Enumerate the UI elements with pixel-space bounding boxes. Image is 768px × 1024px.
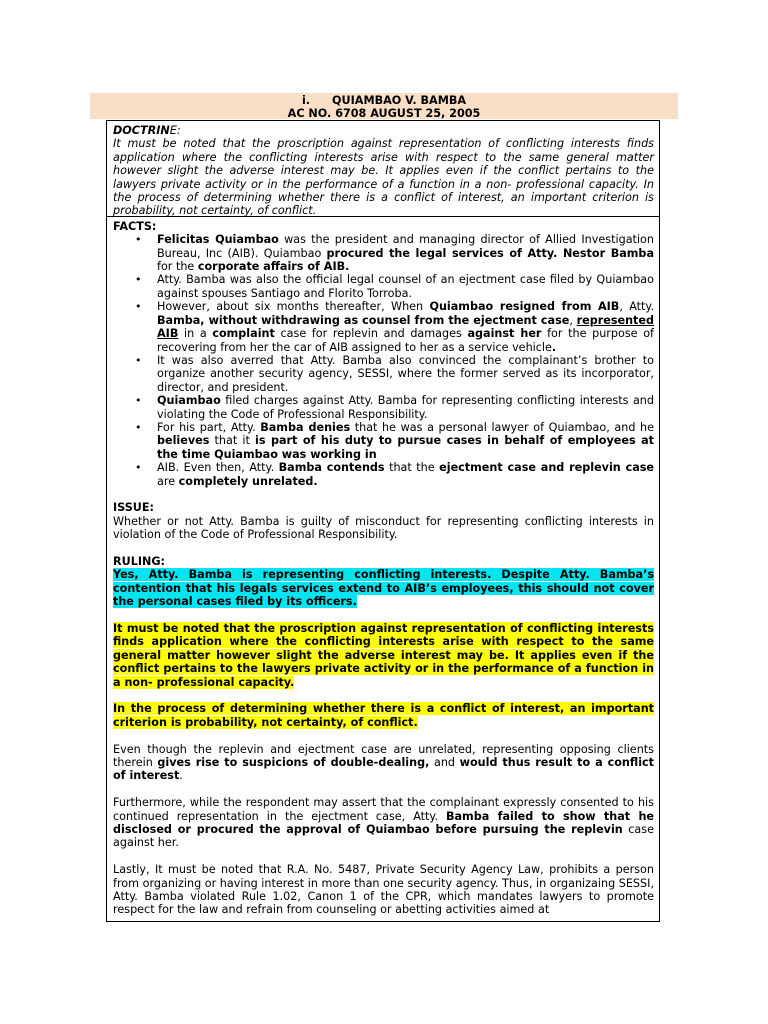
fact-item: • Felicitas Quiambao was the president and managing director of Allied Investigation Bureau, Inc (AIB). Quiambao procured the legal services of Atty. Nestor Bamba for the corporate affairs of AIB. [135, 233, 654, 274]
bullet-icon: • [135, 394, 142, 408]
case-number: i. [301, 94, 311, 107]
issue-label: ISSUE: [113, 501, 154, 515]
document-content [113, 124, 654, 917]
bullet-icon: • [135, 233, 142, 247]
bullet-icon: • [135, 273, 142, 287]
bullet-icon: • [135, 461, 142, 475]
fact-item: • AIB. Even then, Atty. Bamba contends that the ejectment case and replevin case are completely unrelated. [135, 461, 654, 488]
bullet-icon: • [135, 353, 142, 367]
fact-item: • Atty. Bamba was also the official legal counsel of an ejectment case filed by Quiambao against spouses Santiago and Florito Torroba. [135, 273, 654, 300]
ruling-highlight-cyan: Yes, Atty. Bamba is representing conflicting interests. Despite Atty. Bamba’s contention that his legals services extend to AIB’s employees, this should not cover the personal cases filed by its officers. [113, 568, 654, 609]
ruling-paragraph: Furthermore, while the respondent may assert that the complainant expressly consented to his continued representation in the ejectment case, Atty. Bamba failed to show that he disclosed or procured the approval of Quiambao before pursuing the replevin case against her. [113, 796, 655, 850]
issue-text: Whether or not Atty. Bamba is guilty of misconduct for representing conflicting interests in violation of the Code of Professional Responsibility. [113, 514, 654, 542]
ruling-paragraph: Lastly, It must be noted that R.A. No. 5487, Private Security Agency Law, prohibits a person from organizing or having interest in more than one security agency. Thus, in organizaing SESSI, Atty. Bamba violated Rule 1.02, Canon 1 of the CPR, which mandates lawyers to promote respect for the law and refrain from counseling or abetting activities aimed at [113, 863, 654, 917]
ruling-highlight-yellow-2: In the process of determining whether there is a conflict of interest, an important criterion is probability, not certainty, of conflict. [113, 702, 654, 729]
bullet-icon: • [135, 420, 142, 434]
fact-item: • Quiambao filed charges against Atty. Bamba for representing conflicting interests and violating the Code of Professional Responsibility. [135, 394, 654, 421]
fact-item: • For his part, Atty. Bamba denies that he was a personal lawyer of Quiambao, and he believes that it is part of his duty to pursue cases in behalf of employees at the time Quiambao was working in [135, 420, 654, 461]
bullet-icon: • [135, 300, 142, 314]
case-name: QUIAMBAO V. BAMBA [332, 94, 467, 107]
doctrine-text: It must be noted that the proscription against representation of conflicting interests finds application where the conflicting interests arise with respect to the same general matter however slight the adverse interest may be. It applies even if the conflict pertains to the lawyers private activity or in the performance of a function in a non- professional capacity. In the process of determining whether there is a conflict of interest, an important criterion is probability, not certainty, of conflict. [113, 137, 654, 218]
fact-item: • It was also averred that Atty. Bamba also convinced the complainant’s brother to organize another security agency, SESSI, where the former served as its incorporator, director, and president. [135, 353, 654, 394]
ruling-paragraph: Even though the replevin and ejectment case are unrelated, representing opposing clients therein gives rise to suspicions of double-dealing, and would thus result to a conflict of interest. [113, 742, 655, 783]
case-citation: AC NO. 6708 AUGUST 25, 2005 [287, 107, 481, 120]
facts-list [113, 233, 654, 488]
fact-item: • However, about six months thereafter, When Quiambao resigned from AIB, Atty. Bamba, without withdrawing as counsel from the ejectment case, represented AIB in a complaint case for replevin and damages against her for the purpose of recovering from her the car of AIB assigned to her as a service vehicle. [135, 300, 655, 354]
facts-label: FACTS: [113, 219, 157, 233]
document-box [106, 120, 660, 922]
case-title [90, 94, 678, 107]
ruling-highlight-yellow-1: It must be noted that the proscription against representation of conflicting interests finds application where the conflicting interests arise with respect to the same general matter however slight the adverse interest may be. It applies even if the conflict pertains to the lawyers private activity or in the performance of a function in a non- professional capacity. [113, 621, 654, 689]
ruling-label: RULING: [113, 554, 166, 568]
doctrine-label: DOCTRINE: [113, 124, 181, 137]
